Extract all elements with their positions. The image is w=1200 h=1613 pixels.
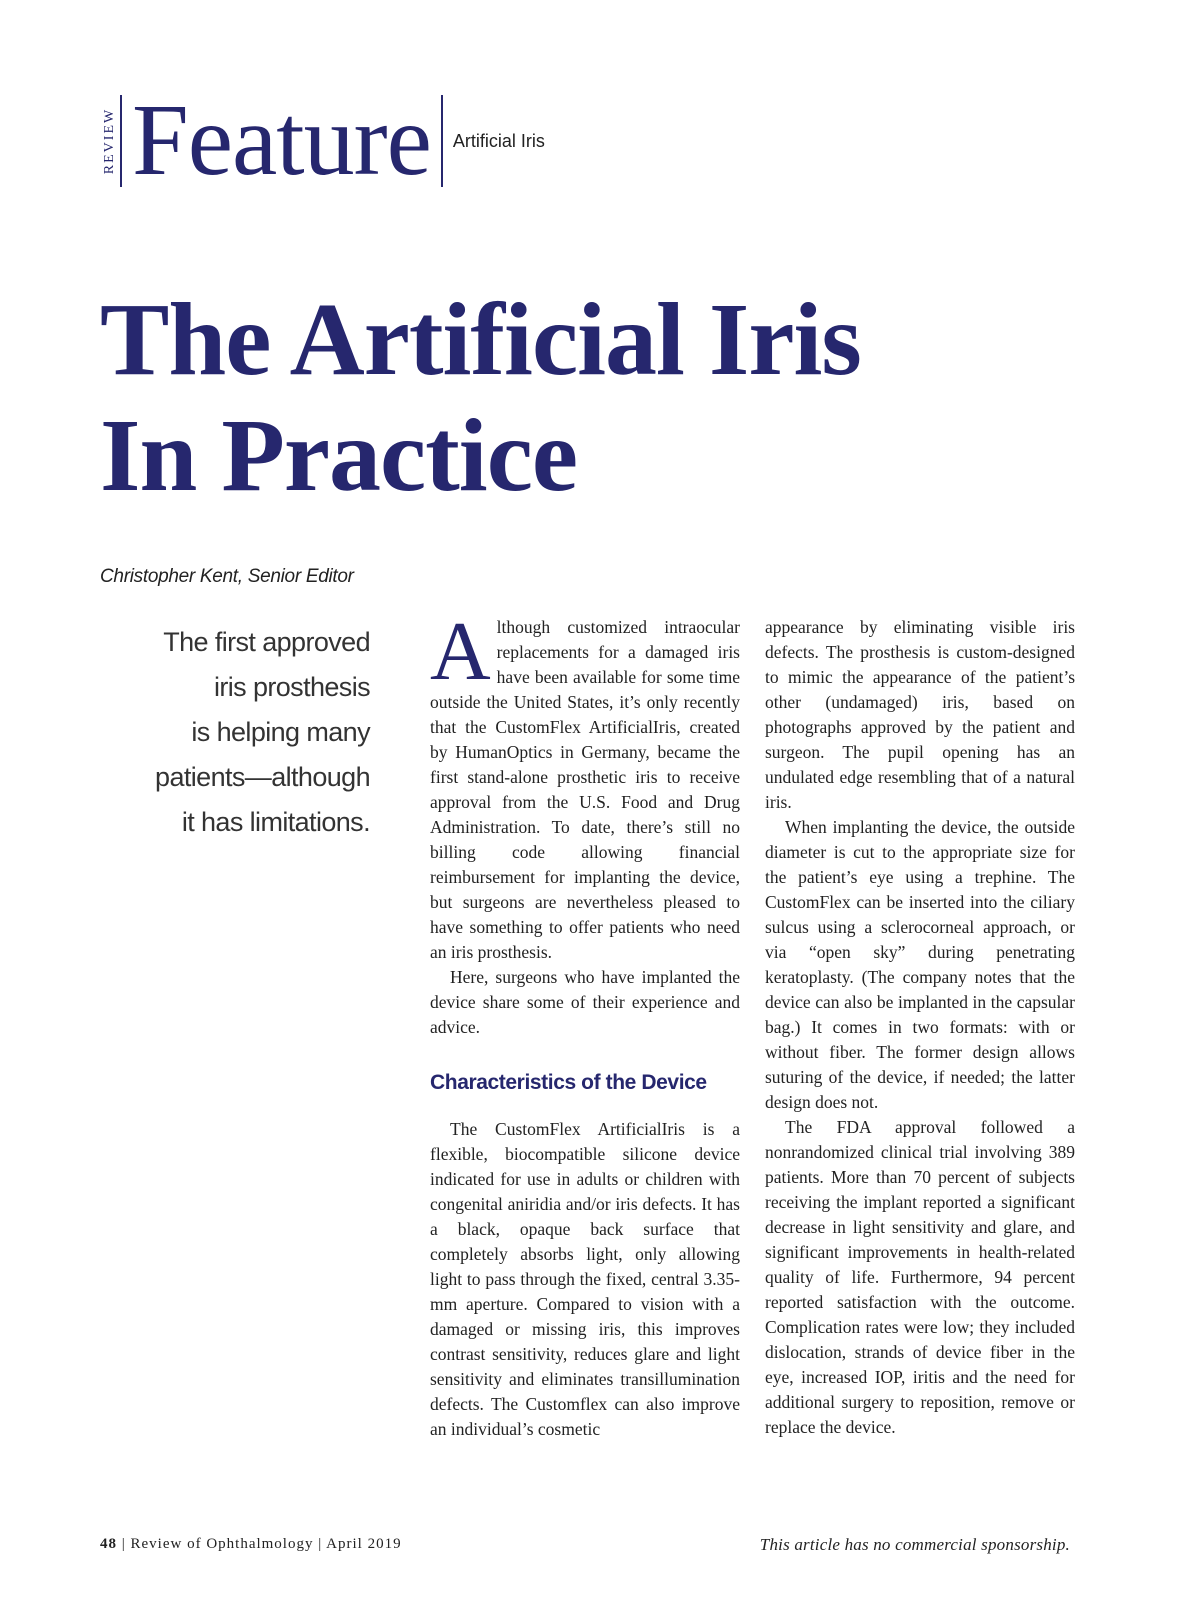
body-paragraph: appearance by eliminating visible iris defects. The prosthesis is custom-designed to mimic the appearance of the patient’s other (undamaged) iris, based on photographs approved by the patient and surgeon. The pupil opening has an undulated edge resembling that of a natural iris. <box>765 617 1075 812</box>
body-paragraph: The CustomFlex ArtificialIris is a flexible, biocompatible silicone device indicated for use in adults or children with congenital aniridia and/or iris defects. It has a black, opaque back surface that completely absorbs light, only allowing light to pass through the fixed, central 3.35-mm aperture. Compared to vision with a damaged or missing iris, this improves contrast sensitivity, reduces glare and light sensitivity and eliminates transillumination defects. The Customflex can also improve an individual’s cosmetic <box>430 1119 740 1439</box>
article-title-line-2: In Practice <box>100 398 578 513</box>
body-paragraph: The FDA approval followed a nonrandomized clinical trial involving 389 patients. More than 70 percent of subjects receiving the implant reported a significant decrease in light sensitivity and glare, and significant improvements in health-related quality of life. Furthermore, 94 percent reported satisfaction with the outcome. Complication rates were low; they included dislocation, strands of device fiber in the eye, increased IOP, iritis and the need for additional surgery to reposition, remove or replace the device. <box>765 1117 1075 1437</box>
pull-quote-line: it has limitations. <box>181 807 370 837</box>
section-label: Artificial Iris <box>452 130 545 151</box>
pull-quote-line: iris prosthesis <box>213 672 370 702</box>
pull-quote <box>100 620 370 845</box>
drop-cap: A <box>430 605 491 698</box>
feature-heading: Feature <box>122 95 443 187</box>
pull-quote-line: The first approved <box>163 627 370 657</box>
page-number: 48 <box>100 1536 117 1552</box>
byline: Christopher Kent, Senior Editor <box>100 566 354 587</box>
article-title-line-1: The Artificial Iris <box>100 282 861 397</box>
body-paragraph: Here, surgeons who have implanted the device share some of their experience and advice. <box>430 967 740 1037</box>
journal-info: | Review of Ophthalmology | April 2019 <box>121 1536 402 1552</box>
pull-quote-line: is helping many <box>191 717 370 747</box>
body-paragraph <box>430 605 740 965</box>
body-column-1 <box>430 605 740 1442</box>
body-column-2 <box>765 615 1075 1440</box>
feature-header <box>100 84 545 197</box>
pull-quote-line: patients—although <box>155 762 370 792</box>
sponsorship-note: This article has no commercial sponsorship. <box>759 1535 1070 1554</box>
page-footer <box>100 1536 402 1553</box>
section-subhead: Characteristics of the Device <box>430 1071 707 1094</box>
review-tag <box>100 95 122 187</box>
body-paragraph: When implanting the device, the outside diameter is cut to the appropriate size for the patient’s eye using a trephine. The CustomFlex can be inserted into the ciliary sulcus using a sclerocorneal approach, or via “open sky” during penetrating keratoplasty. (The company notes that the device can also be implanted in the capsular bag.) It comes in two formats: with or without fiber. The former design allows suturing of the device, if needed; the latter design does not. <box>765 817 1075 1112</box>
article-title <box>100 282 1000 514</box>
paragraph-text: lthough customized intraocular replacements for a damaged iris have been available for some time outside the United States, it’s only recently that the CustomFlex ArtificialIris, created by HumanOptics in Germany, became the first stand-alone prosthetic iris to receive approval from the U.S. Food and Drug Administration. To date, there’s still no billing code allowing financial reimbursement for implanting the device, but surgeons are nevertheless pleased to have something to offer patients who need an iris prosthesis. <box>430 617 740 962</box>
review-tag-label: REVIEW <box>102 107 117 175</box>
